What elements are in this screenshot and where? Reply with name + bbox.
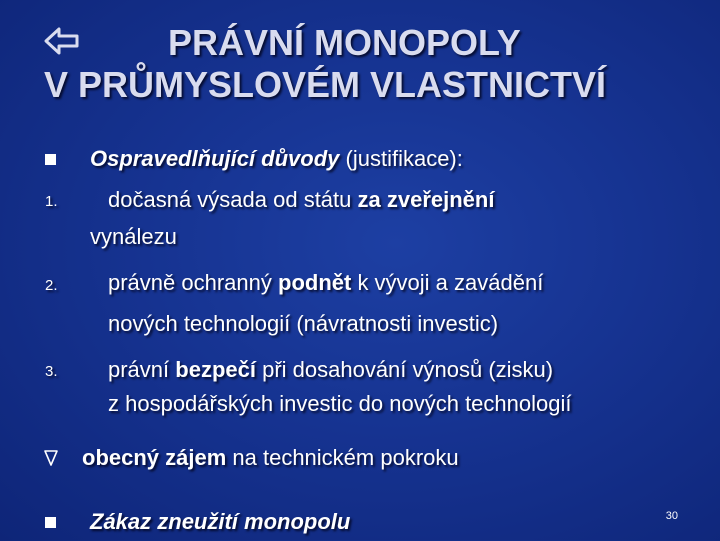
square-bullet-icon bbox=[45, 154, 56, 165]
square-bullet-icon-2 bbox=[45, 517, 56, 528]
item-1-number: 1. bbox=[45, 193, 58, 210]
item-2-bold: podnět bbox=[278, 270, 352, 295]
intro-rest: (justifikace): bbox=[339, 146, 463, 171]
item-3-bold: bezpečí bbox=[175, 357, 256, 382]
triangle-bullet-icon bbox=[43, 449, 59, 467]
item-1-text-a: dočasná výsada od státu bbox=[108, 187, 358, 212]
item-1-line-1 bbox=[108, 181, 494, 219]
intro-bold: Ospravedlňující důvody bbox=[90, 146, 340, 171]
item-3-line-1 bbox=[108, 351, 553, 389]
intro-text bbox=[90, 140, 463, 178]
public-interest-rest: na technickém pokroku bbox=[226, 445, 459, 470]
slide-number: 30 bbox=[665, 510, 678, 522]
item-1-bold: za zveřejnění bbox=[357, 187, 495, 212]
item-2-line-1 bbox=[108, 264, 543, 302]
item-1-line-2: vynálezu bbox=[90, 224, 177, 249]
item-3-text-c: při dosahování výnosů (zisku) bbox=[255, 357, 554, 382]
item-3-text-a: právní bbox=[108, 357, 176, 382]
item-3-number: 3. bbox=[45, 363, 58, 380]
slide-title bbox=[44, 22, 704, 106]
title-line-1: PRÁVNÍ MONOPOLY bbox=[168, 22, 521, 63]
title-line-2: V PRŮMYSLOVÉM VLASTNICTVÍ bbox=[44, 64, 607, 105]
public-interest-bold: obecný zájem bbox=[82, 445, 227, 470]
left-arrow-icon bbox=[44, 26, 80, 56]
abuse-ban-text bbox=[90, 503, 350, 541]
abuse-ban-bold: Zákaz zneužití monopolu bbox=[90, 509, 351, 534]
item-2-line-2: nových technologií (návratnosti investic) bbox=[108, 311, 499, 336]
item-2-number: 2. bbox=[45, 277, 58, 294]
item-3-line-2: z hospodářských investic do nových technologií bbox=[108, 391, 572, 416]
item-2-text-a: právně ochranný bbox=[108, 270, 278, 295]
public-interest-text bbox=[82, 439, 459, 477]
item-2-text-c: k vývoji a zavádění bbox=[351, 270, 544, 295]
